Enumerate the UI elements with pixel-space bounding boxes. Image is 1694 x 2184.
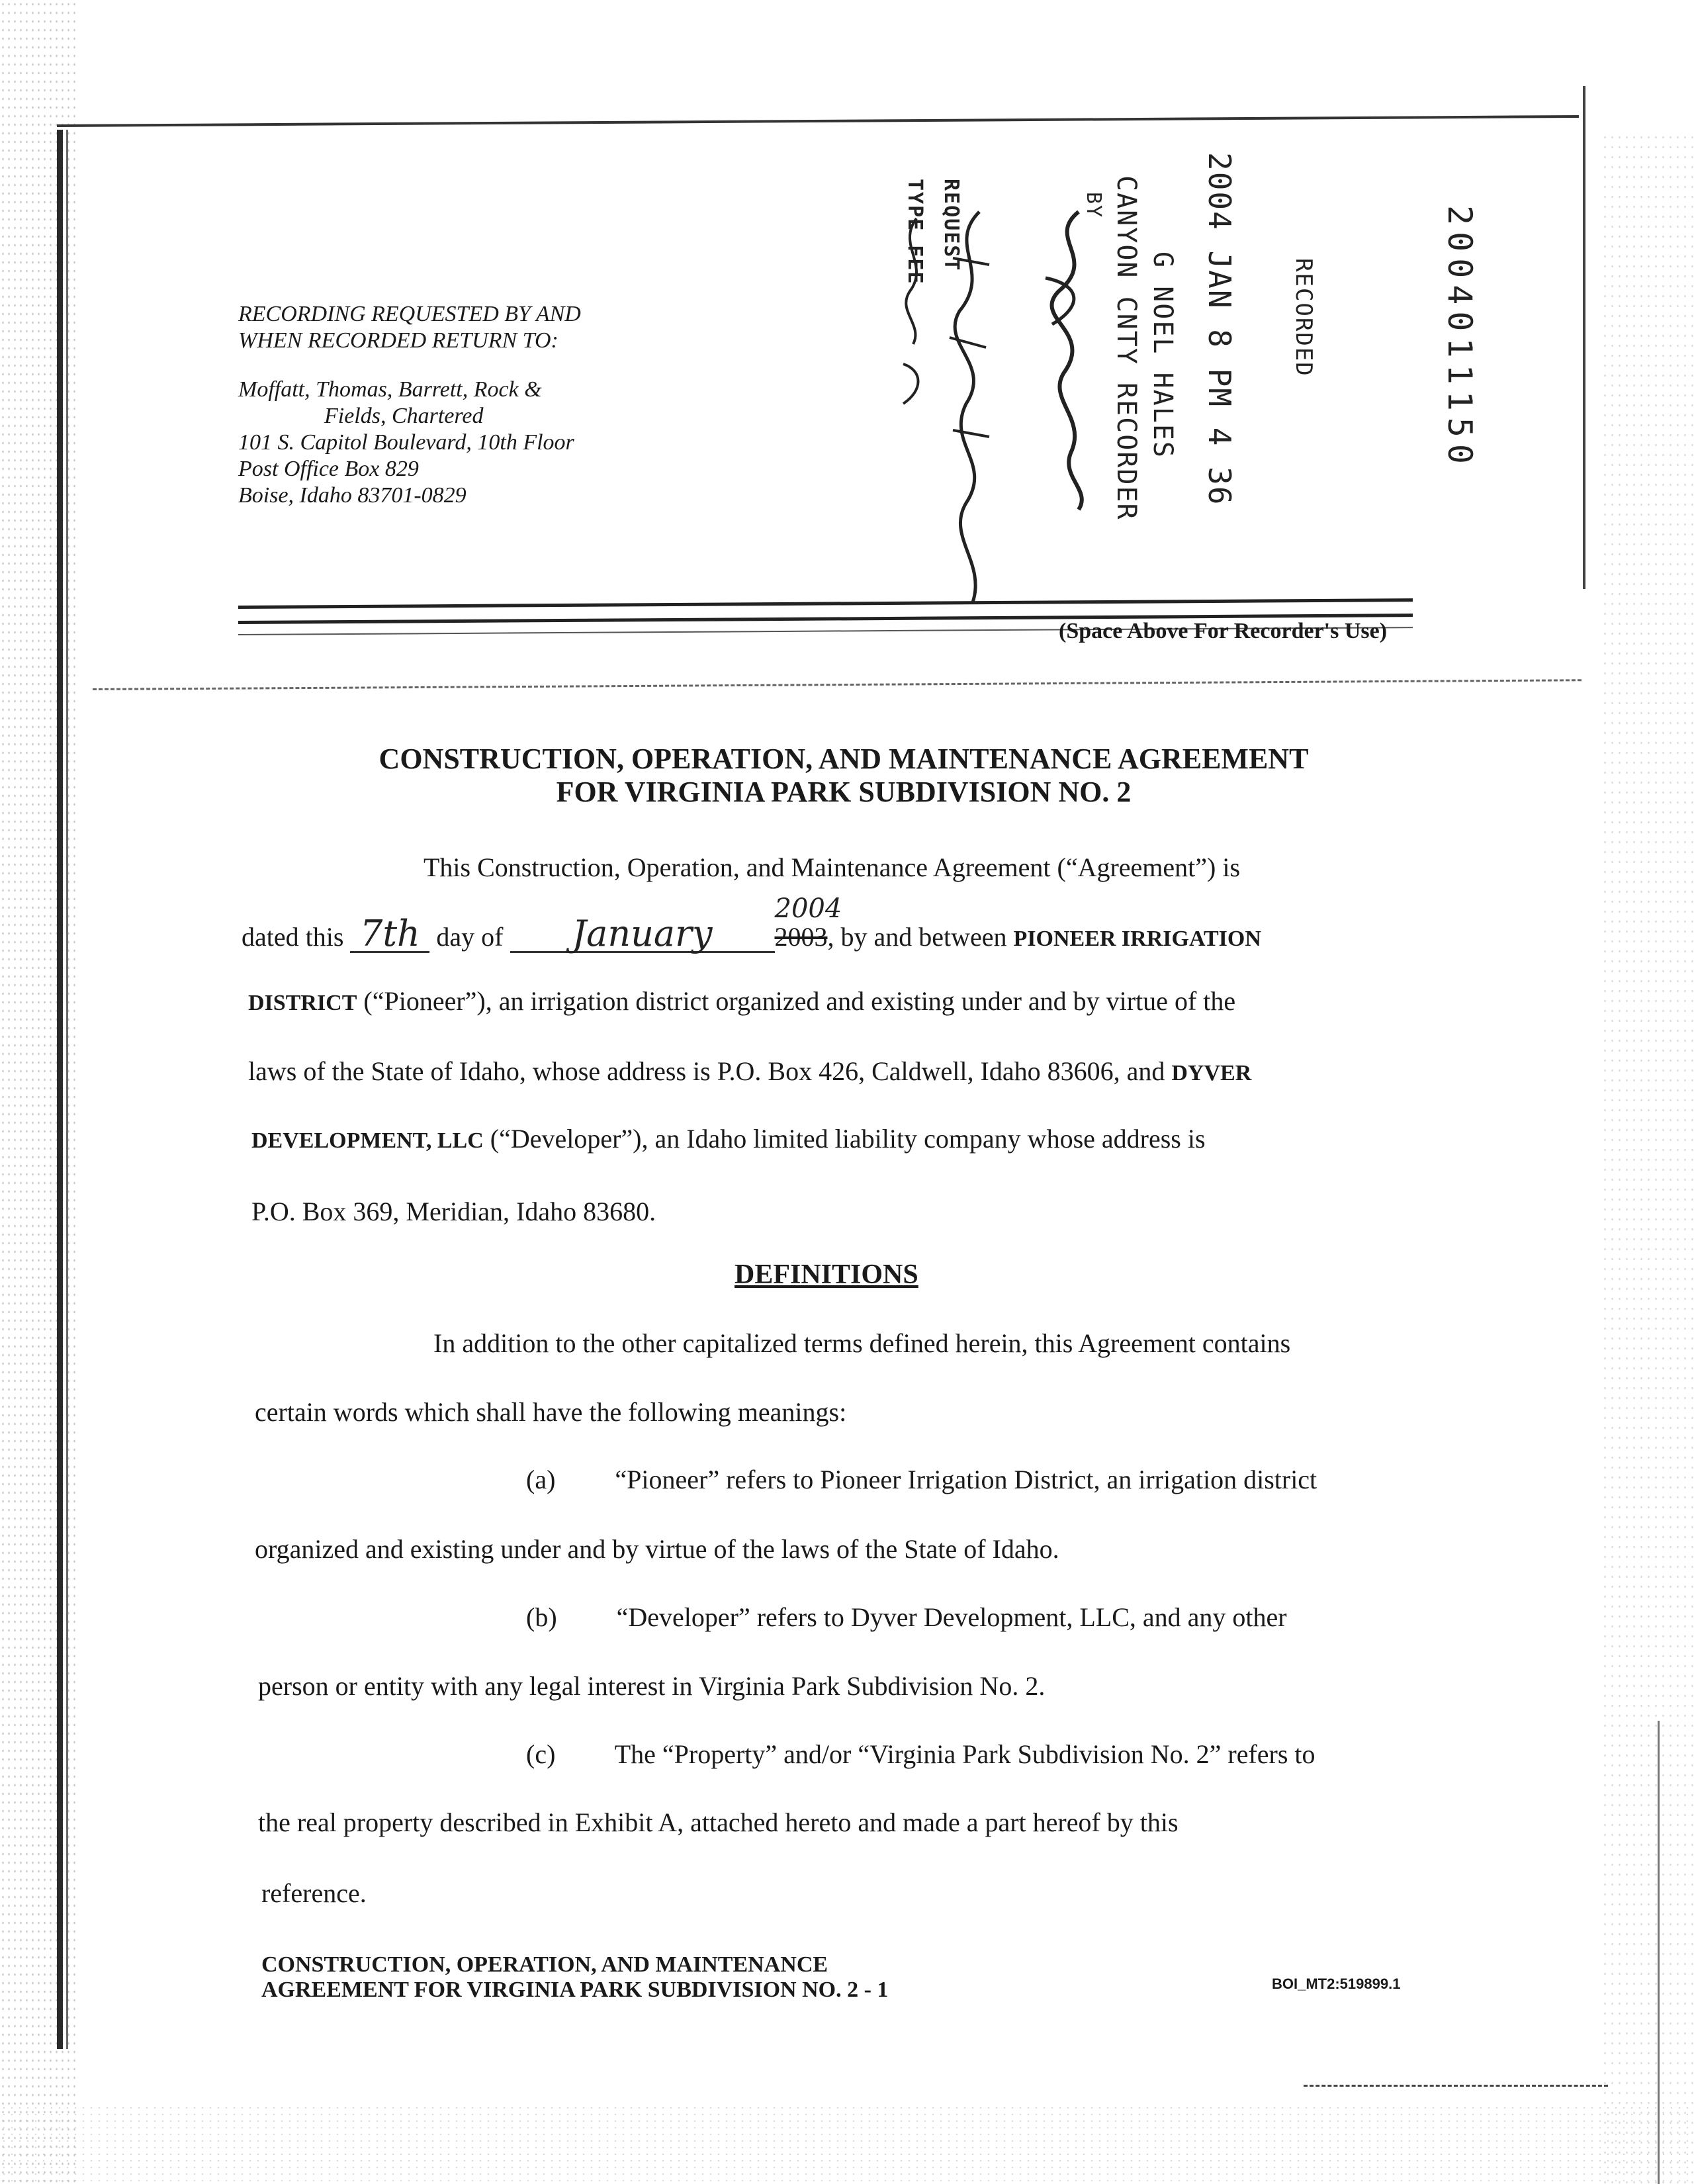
- recorder-name: G NOEL HALES: [1147, 251, 1178, 459]
- requester-signature: [933, 205, 1006, 629]
- header-rule-1: [238, 598, 1413, 609]
- definition-a-rest: organized and existing under and by virtue of the laws of the State of Idaho.: [255, 1534, 1059, 1564]
- recorded-datetime: 2004 JAN 8 PM 4 36: [1202, 152, 1237, 506]
- definition-a-text: “Pioneer” refers to Pioneer Irrigation District, an irrigation district: [615, 1465, 1317, 1494]
- pioneer-name-2: DISTRICT: [248, 991, 357, 1015]
- day-of-label: day of: [436, 922, 504, 952]
- recorder-signature: [1019, 199, 1118, 516]
- address-line-2: Post Office Box 829: [238, 457, 419, 481]
- footer-line-1: CONSTRUCTION, OPERATION, AND MAINTENANCE: [261, 1952, 828, 1977]
- page-border-left-inner: [66, 130, 68, 2049]
- definitions-intro-1: In addition to the other capitalized terms defined herein, this Agreement contains: [433, 1328, 1291, 1358]
- by-between-text: , by and between: [827, 922, 1007, 952]
- definition-c-rest2: reference.: [261, 1878, 367, 1908]
- recording-line-1: RECORDING REQUESTED BY AND: [238, 302, 581, 326]
- page-border-top: [57, 115, 1579, 127]
- day-handwritten: 7th: [350, 917, 429, 953]
- firm-name-2: Fields, Chartered: [324, 404, 484, 428]
- stamp-type-fee-label: TYPE FEE: [903, 179, 926, 285]
- document-id: BOI_MT2:519899.1: [1272, 1976, 1401, 1992]
- intro-line-4-text: laws of the State of Idaho, whose address is P.O. Box 426, Caldwell, Idaho 83606, and: [248, 1056, 1165, 1086]
- definitions-heading: DEFINITIONS: [735, 1259, 918, 1290]
- page-border-right: [1583, 86, 1585, 589]
- year-block: [774, 893, 842, 952]
- instrument-number: 2004011150: [1441, 205, 1479, 471]
- definition-c-rest: the real property described in Exhibit A, attached hereto and made a part hereof by this: [258, 1807, 1179, 1837]
- stamp-by-label: BY: [1082, 192, 1105, 219]
- definition-b-first: [526, 1600, 1691, 1635]
- title-line-2: FOR VIRGINIA PARK SUBDIVISION NO. 2: [556, 776, 1132, 808]
- title-line-1: CONSTRUCTION, OPERATION, AND MAINTENANCE AGREEMENT: [379, 743, 1309, 775]
- year-handwritten: 2004: [774, 893, 842, 924]
- recording-line-2: WHEN RECORDED RETURN TO:: [238, 328, 558, 353]
- intro-line-5: [251, 1122, 1443, 1158]
- intro-line-1: This Construction, Operation, and Maintenance Agreement (“Agreement”) is: [424, 852, 1241, 882]
- recorded-label: RECORDED: [1290, 258, 1317, 377]
- address-line-3: Boise, Idaho 83701-0829: [238, 483, 467, 508]
- recorder-space-label: (Space Above For Recorder's Use): [1059, 619, 1388, 643]
- dyver-name-2: DEVELOPMENT, LLC: [251, 1128, 484, 1153]
- intro-line-5-rest: (“Developer”), an Idaho limited liability company whose address is: [490, 1124, 1206, 1154]
- firm-name-1: Moffatt, Thomas, Barrett, Rock &: [238, 377, 542, 402]
- month-handwritten: January: [510, 917, 775, 953]
- type-fee-handwriting: [890, 212, 936, 410]
- intro-line-4: [248, 1054, 1439, 1091]
- dashed-separator: [93, 679, 1582, 690]
- dyver-name-1: DYVER: [1171, 1061, 1252, 1085]
- recorder-office: CANYON CNTY RECORDER: [1111, 175, 1141, 521]
- definition-a-first: [526, 1463, 1691, 1497]
- scan-noise-bottom: [0, 2105, 1694, 2184]
- intro-line-3: [248, 984, 1439, 1021]
- recording-requested-block: [238, 301, 581, 509]
- definition-c-label: (c): [526, 1739, 556, 1769]
- page-footer: [261, 1952, 888, 2003]
- definition-b-rest: person or entity with any legal interest in Virginia Park Subdivision No. 2.: [258, 1671, 1046, 1701]
- scan-noise-right: [1601, 132, 1694, 2184]
- pioneer-name-1: PIONEER IRRIGATION: [1013, 927, 1261, 951]
- stamp-request-label: REQUEST: [940, 179, 963, 272]
- intro-line-2: [242, 893, 1433, 956]
- page-border-left: [57, 130, 63, 2049]
- document-title: [199, 743, 1489, 809]
- definitions-intro-2: certain words which shall have the following meanings:: [255, 1397, 847, 1427]
- definition-c-first: [526, 1737, 1691, 1772]
- definition-b-label: (b): [526, 1602, 557, 1632]
- intro-line-3-rest: (“Pioneer”), an irrigation district organized and existing under and by virtue of the: [363, 986, 1236, 1016]
- definition-c-text: The “Property” and/or “Virginia Park Subdivision No. 2” refers to: [614, 1739, 1315, 1769]
- address-line-1: 101 S. Capitol Boulevard, 10th Floor: [238, 430, 574, 455]
- definition-b-text: “Developer” refers to Dyver Development, LLC, and any other: [616, 1602, 1287, 1632]
- definition-a-label: (a): [526, 1465, 556, 1494]
- dated-label: dated this: [242, 922, 344, 952]
- bottom-dashed-line: [1304, 2085, 1608, 2087]
- page-edge-right: [1658, 1721, 1660, 2184]
- footer-line-2: AGREEMENT FOR VIRGINIA PARK SUBDIVISION NO. 2 - 1: [261, 1978, 889, 2002]
- intro-line-6: P.O. Box 369, Meridian, Idaho 83680.: [251, 1197, 656, 1226]
- year-struck: 2003: [774, 922, 828, 952]
